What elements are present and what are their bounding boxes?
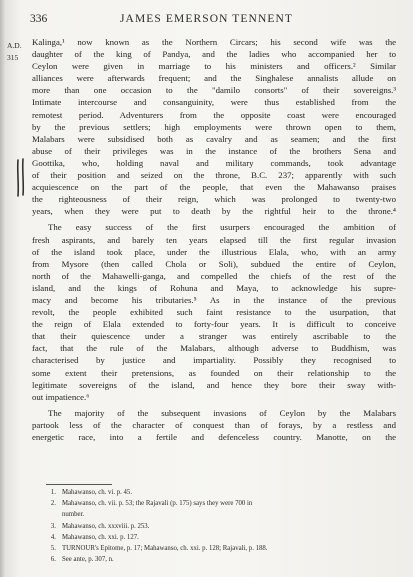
body-line: Ceylon were given in marriage to his ministers and officers.² Similar: [32, 61, 396, 72]
body-line: The easy success of the first usurpers encouraged the ambition of: [48, 222, 396, 233]
body-line: partook less of the character of conquest than of forays, by a restless and: [32, 419, 396, 430]
body-line: characterised by justice and impartiality. Possibly they recognised to: [32, 355, 396, 366]
body-line: Malabars were subsidised both as cavalry and as seamen; and the first: [32, 133, 396, 144]
footnote-number: 3.: [50, 522, 56, 530]
body-line: macy and become his tributaries.⁵ As in the instance of the previous: [32, 294, 396, 305]
body-line: by the previous settlers; high employments were thrown open to them,: [32, 121, 396, 132]
body-line: the reign of Elala extended to forty-four years. It is difficult to conceive: [32, 319, 396, 330]
footnote-number: 6.: [50, 556, 56, 564]
body-line: the righteousness of their reign, which was prolonged to twenty-two: [32, 194, 396, 205]
running-title: JAMES EMERSON TENNENT: [119, 13, 294, 25]
page-number: 336: [30, 13, 48, 25]
body-line: remotest period. Adventurers from the opposite coast were encouraged: [32, 109, 396, 120]
page-gutter-shadow: [0, 0, 6, 577]
body-line: energetic race, into a fertile and defenceless country. Manotte, on the: [32, 432, 396, 442]
footnote-number: 5.: [50, 545, 56, 553]
margin-date-note: [7, 40, 22, 64]
body-line: from Mysore (then called Chola or Soli), subdued the entire of Ceylon,: [32, 258, 396, 269]
footnote: [32, 532, 377, 543]
body-line: acquiescence on the part of the people, that even the Mahawanso praises: [32, 182, 396, 193]
footnote: [32, 487, 377, 498]
footnote-text: See ante, p. 307, n.: [62, 556, 114, 564]
body-line: island, and the kings of Rohuna and Maya, to acknowledge his supre-: [32, 282, 396, 293]
margin-era: A.D.: [7, 41, 22, 50]
body-line: fresh aspirants, and barely ten years elapsed till the first regular invasion: [32, 234, 396, 245]
footnote-rule: [46, 484, 112, 485]
body-line: north of the Mahawelli-ganga, and compelled the chiefs of the rest of the: [32, 270, 396, 281]
body-line: of their position and seized on the throne, B.C. 237; apparently with such: [32, 170, 396, 181]
body-line: The majority of the subsequent invasions of Ceylon by the Malabars: [48, 407, 396, 418]
body-line: Goottika, who, holding naval and military commands, took advantage: [32, 157, 396, 168]
footnotes: [32, 487, 377, 565]
footnote-number: 1.: [50, 489, 56, 496]
pencil-mark-icon: [14, 158, 28, 198]
body-line: abuse of their privileges was in the instance of the brothers Sena and: [32, 145, 396, 156]
body-line: years, when they were put to death by the rightful heir to the throne.⁴: [32, 206, 396, 217]
footnote-number: 2.: [50, 500, 56, 508]
footnote: [32, 543, 377, 554]
footnote: [32, 521, 377, 532]
body-line: that their quiescence under a stranger was entirely ascribable to the: [32, 331, 396, 342]
body-line: legitimate sovereigns of the island, and hence they bore their sway with-: [32, 379, 396, 390]
body-text: [32, 36, 396, 443]
body-line: Kalinga,¹ now known as the Northern Circars; his second wife was the: [32, 37, 396, 47]
footnote-text: Mahawanso, ch. vii. p. 53; the Rajavali (p. 175) says they were 700 in: [62, 500, 253, 508]
margin-year: 315: [7, 53, 19, 63]
body-line: some extent their pretensions, as founded on their relationship to the: [32, 367, 396, 378]
footnote: [32, 498, 377, 509]
footnote-text: Mahawanso, ch. xxxviii. p. 253.: [62, 522, 150, 530]
footnote: [32, 509, 377, 520]
footnote-text: Mahawanso, ch. vi. p. 45.: [62, 489, 133, 496]
footnote-number: 4.: [50, 533, 56, 541]
body-line: revolt, the people exhibited such faint resistance to the usurpation, that: [32, 307, 396, 318]
footnote-text: number.: [62, 511, 85, 519]
body-line: of the island took place, under the illustrious Elala, who, with an army: [32, 246, 396, 257]
footnote: [32, 554, 377, 565]
body-line: more than one occasion to the "damilo consorts" of their sovereigns.³: [32, 85, 396, 96]
footnote-text: TURNOUR's Epitome, p. 17; Mahawanso, ch. xxi. p. 128; Rajavali, p. 188.: [62, 545, 268, 553]
body-line: Intimate intercourse and consanguinity, were thus established from the: [32, 97, 396, 108]
footnote-text: Mahawanso, ch. xxi. p. 127.: [62, 533, 139, 541]
body-line: out impatience.⁶: [32, 391, 90, 402]
body-line: alliances were afterwards frequent; and the Singhalese annalists allude on: [32, 73, 396, 84]
body-line: fact, that the rule of the Malabars, although adverse to Buddhism, was: [32, 343, 396, 354]
body-line: daughter of the king of Pandya, and the ladies who accompanied her to: [32, 49, 396, 60]
